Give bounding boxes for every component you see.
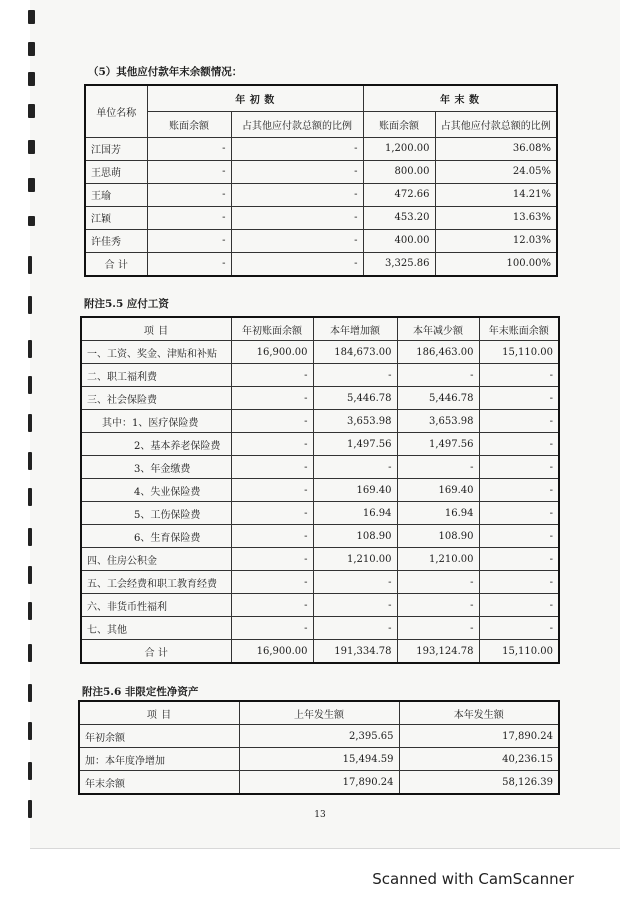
cell-value: 3,325.86 [363, 252, 435, 276]
cell-value: 16,900.00 [231, 640, 313, 664]
cell-value: 108.90 [397, 525, 479, 548]
cell-value: - [313, 617, 397, 640]
cell-name: 江国芳 [85, 137, 147, 160]
cell-value: - [479, 433, 559, 456]
header-unit-name: 单位名称 [85, 85, 147, 137]
cell-value: - [313, 571, 397, 594]
cell-value: - [147, 160, 231, 183]
cell-value: - [479, 410, 559, 433]
cell-item: 年末余额 [79, 771, 239, 795]
cell-value: 16.94 [313, 502, 397, 525]
cell-item: 一、工资、奖金、津贴和补贴 [81, 341, 231, 364]
header-year-end: 年 末 数 [363, 85, 557, 111]
cell-value: 169.40 [397, 479, 479, 502]
cell-name: 王瑜 [85, 183, 147, 206]
cell-value: - [479, 364, 559, 387]
cell-value: 108.90 [313, 525, 397, 548]
cell-name: 江颖 [85, 206, 147, 229]
cell-value: - [231, 433, 313, 456]
cell-value: - [479, 548, 559, 571]
cell-item: 6、生育保险费 [81, 525, 231, 548]
table-row [85, 160, 557, 183]
table-row [81, 433, 559, 456]
cell-value: 16,900.00 [231, 341, 313, 364]
wages-payable-table [80, 316, 560, 664]
cell-item: 二、职工福利费 [81, 364, 231, 387]
cell-value: - [147, 137, 231, 160]
cell-value: 17,890.24 [239, 771, 399, 795]
cell-value: 400.00 [363, 229, 435, 252]
cell-name: 王思萌 [85, 160, 147, 183]
cell-value: - [397, 571, 479, 594]
cell-value: - [479, 617, 559, 640]
unrestricted-net-assets-table [78, 700, 560, 795]
cell-value: 3,653.98 [313, 410, 397, 433]
table-row [81, 548, 559, 571]
header-begin-ratio: 占其他应付款总额的比例 [231, 111, 363, 137]
cell-value: - [231, 183, 363, 206]
cell-value: - [231, 548, 313, 571]
other-payables-table [84, 84, 558, 277]
cell-value: 58,126.39 [399, 771, 559, 795]
cell-name: 合 计 [85, 252, 147, 276]
table-row [81, 341, 559, 364]
table-row [81, 364, 559, 387]
cell-value: - [231, 252, 363, 276]
cell-item: 加：本年度净增加 [79, 748, 239, 771]
cell-item: 五、工会经费和职工教育经费 [81, 571, 231, 594]
table-row [79, 748, 559, 771]
table-row [85, 183, 557, 206]
cell-value: - [231, 525, 313, 548]
cell-value: - [313, 364, 397, 387]
cell-item: 三、社会保险费 [81, 387, 231, 410]
cell-value: - [231, 160, 363, 183]
cell-value: - [231, 571, 313, 594]
cell-value: 15,110.00 [479, 341, 559, 364]
header-begin-balance: 账面余额 [147, 111, 231, 137]
table-row [81, 479, 559, 502]
cell-value: 15,110.00 [479, 640, 559, 664]
table-row [85, 229, 557, 252]
header-end-ratio: 占其他应付款总额的比例 [435, 111, 557, 137]
cell-value: - [479, 571, 559, 594]
cell-item: 2、基本养老保险费 [81, 433, 231, 456]
table-row [81, 456, 559, 479]
header-current-year: 本年发生额 [399, 701, 559, 725]
section-title-other-payables: （5）其他应付款年末余额情况： [88, 66, 243, 78]
cell-value: 800.00 [363, 160, 435, 183]
cell-value: 5,446.78 [313, 387, 397, 410]
cell-value: 13.63% [435, 206, 557, 229]
cell-value: - [231, 364, 313, 387]
cell-value: - [313, 594, 397, 617]
cell-item: 4、失业保险费 [81, 479, 231, 502]
header-begin-balance: 年初账面余额 [231, 317, 313, 341]
cell-value: - [479, 502, 559, 525]
cell-value: - [231, 410, 313, 433]
header-year-begin: 年 初 数 [147, 85, 363, 111]
cell-item: 3、年金缴费 [81, 456, 231, 479]
cell-value: - [147, 252, 231, 276]
cell-value: 1,200.00 [363, 137, 435, 160]
cell-value: 36.08% [435, 137, 557, 160]
cell-value: - [231, 387, 313, 410]
cell-value: - [231, 137, 363, 160]
cell-item: 5、工伤保险费 [81, 502, 231, 525]
cell-item: 六、非货币性福利 [81, 594, 231, 617]
cell-value: - [231, 206, 363, 229]
scanner-watermark: Scanned with CamScanner [372, 870, 574, 888]
header-prior-year: 上年发生额 [239, 701, 399, 725]
cell-value: - [313, 456, 397, 479]
table-row [85, 137, 557, 160]
table-row [81, 410, 559, 433]
cell-value: 12.03% [435, 229, 557, 252]
table-row [79, 771, 559, 795]
cell-value: - [231, 479, 313, 502]
cell-value: 14.21% [435, 183, 557, 206]
cell-value: 2,395.65 [239, 725, 399, 748]
cell-value: 24.05% [435, 160, 557, 183]
cell-value: 15,494.59 [239, 748, 399, 771]
cell-name: 许佳秀 [85, 229, 147, 252]
cell-value: 5,446.78 [397, 387, 479, 410]
cell-value: 1,210.00 [397, 548, 479, 571]
total-row [85, 252, 557, 276]
table-row [81, 387, 559, 410]
cell-value: - [397, 364, 479, 387]
section-title-wages-payable: 附注5.5 应付工资 [84, 298, 169, 310]
cell-value: 453.20 [363, 206, 435, 229]
table-row [81, 571, 559, 594]
cell-value: - [397, 617, 479, 640]
cell-value: - [231, 502, 313, 525]
cell-value: 100.00% [435, 252, 557, 276]
cell-item: 四、住房公积金 [81, 548, 231, 571]
total-row [81, 640, 559, 664]
cell-value: 184,673.00 [313, 341, 397, 364]
table-row [81, 594, 559, 617]
table-row [79, 725, 559, 748]
cell-value: - [147, 206, 231, 229]
cell-value: 16.94 [397, 502, 479, 525]
cell-value: - [479, 525, 559, 548]
cell-value: - [479, 479, 559, 502]
cell-value: - [397, 594, 479, 617]
cell-value: 472.66 [363, 183, 435, 206]
cell-value: - [479, 594, 559, 617]
page-number: 13 [314, 810, 326, 820]
cell-value: - [479, 456, 559, 479]
cell-item: 年初余额 [79, 725, 239, 748]
cell-value: 1,497.56 [397, 433, 479, 456]
cell-value: - [147, 183, 231, 206]
cell-value: 40,236.15 [399, 748, 559, 771]
header-end-balance: 账面余额 [363, 111, 435, 137]
cell-value: 169.40 [313, 479, 397, 502]
cell-item: 七、其他 [81, 617, 231, 640]
header-item: 项 目 [81, 317, 231, 341]
cell-value: 1,497.56 [313, 433, 397, 456]
table-row [81, 502, 559, 525]
cell-value: 1,210.00 [313, 548, 397, 571]
cell-value: - [231, 456, 313, 479]
cell-value: 3,653.98 [397, 410, 479, 433]
header-end-balance: 年末账面余额 [479, 317, 559, 341]
header-item: 项 目 [79, 701, 239, 725]
cell-item: 合 计 [81, 640, 231, 664]
cell-value: 17,890.24 [399, 725, 559, 748]
cell-value: - [231, 594, 313, 617]
cell-item: 其中：1、医疗保险费 [81, 410, 231, 433]
cell-value: - [397, 456, 479, 479]
cell-value: - [479, 387, 559, 410]
table-row [85, 206, 557, 229]
cell-value: 186,463.00 [397, 341, 479, 364]
cell-value: 193,124.78 [397, 640, 479, 664]
header-decrease: 本年减少额 [397, 317, 479, 341]
cell-value: 191,334.78 [313, 640, 397, 664]
table-row [81, 617, 559, 640]
cell-value: - [147, 229, 231, 252]
table-row [81, 525, 559, 548]
cell-value: - [231, 229, 363, 252]
header-increase: 本年增加额 [313, 317, 397, 341]
section-title-unrestricted-net-assets: 附注5.6 非限定性净资产 [82, 686, 199, 698]
cell-value: - [231, 617, 313, 640]
